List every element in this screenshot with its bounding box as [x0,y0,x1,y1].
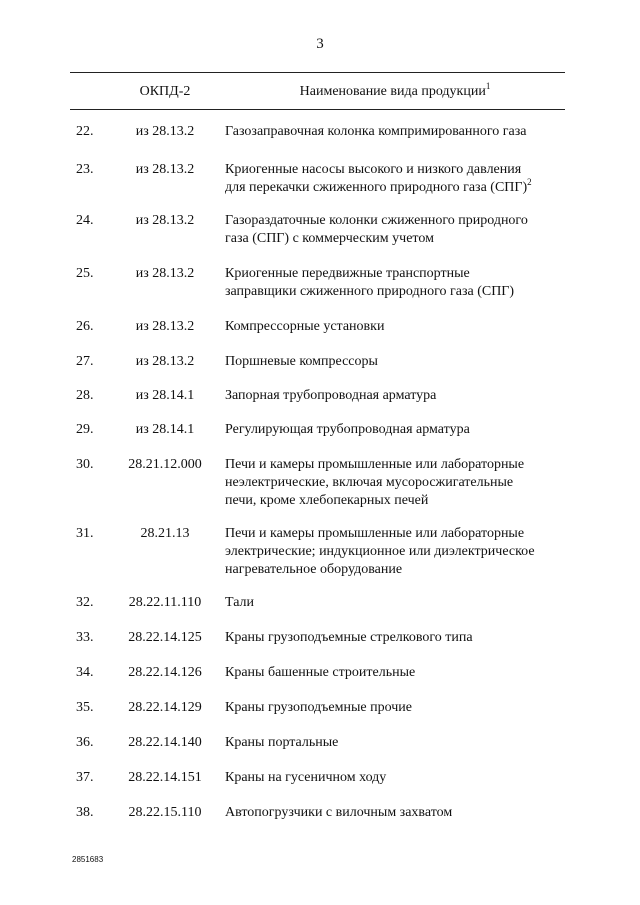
row-number: 29. [76,422,94,437]
row-product-name-line [225,664,570,682]
row-footnote-mark: 2 [527,177,532,187]
row-okpd-code: из 28.14.1 [135,388,195,403]
row-product-name-text: Печи и камеры промышленные или лабораторные [225,526,525,541]
row-product-name-text: Газозаправочная колонка компримированного газа [225,124,527,139]
row-product-name-line [225,123,570,141]
row-product-name-line [225,769,570,787]
row-product-name-text: заправщики сжиженного природного газа (СПГ) [225,284,515,299]
row-product-name-line [225,525,570,543]
row-okpd-code: 28.22.14.126 [128,665,202,680]
row-product-name-line [225,230,570,248]
table-top-rule [70,72,565,73]
row-product-name-line [225,283,570,301]
row-product-name [225,318,570,336]
row-product-name-line [225,212,570,230]
row-product-name [225,353,570,371]
page-number: 3 [316,36,324,52]
row-number: 28. [76,388,94,403]
row-product-name [225,594,570,612]
row-product-name-text: печи, кроме хлебопекарных печей [225,493,429,508]
row-number: 38. [76,805,94,820]
row-product-name-text: Тали [225,595,255,610]
row-okpd-code: из 28.13.2 [135,162,195,177]
row-product-name-text: Краны грузоподъемные стрелкового типа [225,630,473,645]
row-okpd-code: 28.22.14.129 [128,700,202,715]
row-okpd-code: 28.22.14.125 [128,630,202,645]
row-product-name [225,387,570,405]
row-product-name-text: Запорная трубопроводная арматура [225,388,437,403]
row-product-name-text: Компрессорные установки [225,319,385,334]
row-product-name-text: Автопогрузчики с вилочным захватом [225,805,453,820]
row-product-name [225,804,570,822]
row-product-name [225,161,570,197]
row-product-name-line [225,318,570,336]
row-okpd-code: 28.22.15.110 [128,805,202,820]
row-product-name-text: нагревательное оборудование [225,562,403,577]
row-okpd-code: 28.22.14.151 [128,770,202,785]
row-okpd-code: 28.22.11.110 [128,595,202,610]
row-number: 35. [76,700,94,715]
row-product-name [225,699,570,717]
row-product-name-text: для перекачки сжиженного природного газа (СПГ) [225,180,528,195]
row-product-name-line [225,629,570,647]
row-number: 31. [76,526,94,541]
row-product-name-line [225,474,570,492]
header-okpd-code: ОКПД-2 [139,84,191,99]
row-product-name-line [225,421,570,439]
row-number: 26. [76,319,94,334]
row-number: 33. [76,630,94,645]
row-product-name [225,421,570,439]
table-header-rule [70,109,565,110]
row-product-name-line [225,804,570,822]
row-okpd-code: из 28.13.2 [135,354,195,369]
row-product-name [225,629,570,647]
row-okpd-code: из 28.13.2 [135,124,195,139]
row-product-name [225,769,570,787]
row-okpd-code: из 28.13.2 [135,319,195,334]
header-footnote-mark: 1 [485,81,491,91]
row-product-name-text: Криогенные передвижные транспортные [225,266,470,281]
row-product-name-text: Газораздаточные колонки сжиженного природного [225,213,528,228]
table-header [0,81,640,106]
row-product-name [225,525,570,579]
table-body [0,123,640,833]
row-number: 32. [76,595,94,610]
row-product-name-line [225,353,570,371]
row-product-name-line [225,265,570,283]
row-okpd-code: 28.21.13 [140,526,190,541]
row-product-name [225,664,570,682]
row-product-name-line [225,492,570,510]
row-product-name-text: Краны на гусеничном ходу [225,770,387,785]
row-product-name [225,734,570,752]
row-number: 25. [76,266,94,281]
row-product-name-text: Печи и камеры промышленные или лабораторные [225,457,525,472]
row-okpd-code: из 28.14.1 [135,422,195,437]
row-okpd-code: из 28.13.2 [135,213,195,228]
row-product-name-line [225,594,570,612]
row-number: 22. [76,124,94,139]
row-number: 30. [76,457,94,472]
row-product-name-line [225,543,570,561]
row-product-name-line [225,387,570,405]
row-product-name-line [225,699,570,717]
row-product-name [225,123,570,141]
row-product-name-text: Регулирующая трубопроводная арматура [225,422,470,437]
row-product-name-text: неэлектрические, включая мусоросжигательные [225,475,514,490]
row-product-name-text: Поршневые компрессоры [225,354,378,369]
row-product-name [225,212,570,248]
row-okpd-code: 28.21.12.000 [128,457,202,472]
row-number: 34. [76,665,94,680]
row-number: 37. [76,770,94,785]
document-footer-code: 2851683 [72,855,104,864]
row-number: 27. [76,354,94,369]
row-product-name-line [225,734,570,752]
row-number: 24. [76,213,94,228]
row-product-name-text: электрические; индукционное или диэлектрическое [225,544,535,559]
row-product-name-text: Краны портальные [225,735,339,750]
row-product-name-line [225,456,570,474]
row-product-name-line [225,179,570,197]
header-product-name-text: Наименование вида продукции [299,84,486,99]
row-product-name-text: Краны башенные строительные [225,665,416,680]
header-product-name [225,81,565,100]
row-product-name-line [225,161,570,179]
row-product-name [225,456,570,510]
row-okpd-code: 28.22.14.140 [128,735,202,750]
row-product-name [225,265,570,301]
row-product-name-text: Краны грузоподъемные прочие [225,700,412,715]
row-okpd-code: из 28.13.2 [135,266,195,281]
row-product-name-line [225,561,570,579]
row-product-name-text: газа (СПГ) с коммерческим учетом [225,231,434,246]
row-number: 23. [76,162,94,177]
row-number: 36. [76,735,94,750]
row-product-name-text: Криогенные насосы высокого и низкого давления [225,162,522,177]
